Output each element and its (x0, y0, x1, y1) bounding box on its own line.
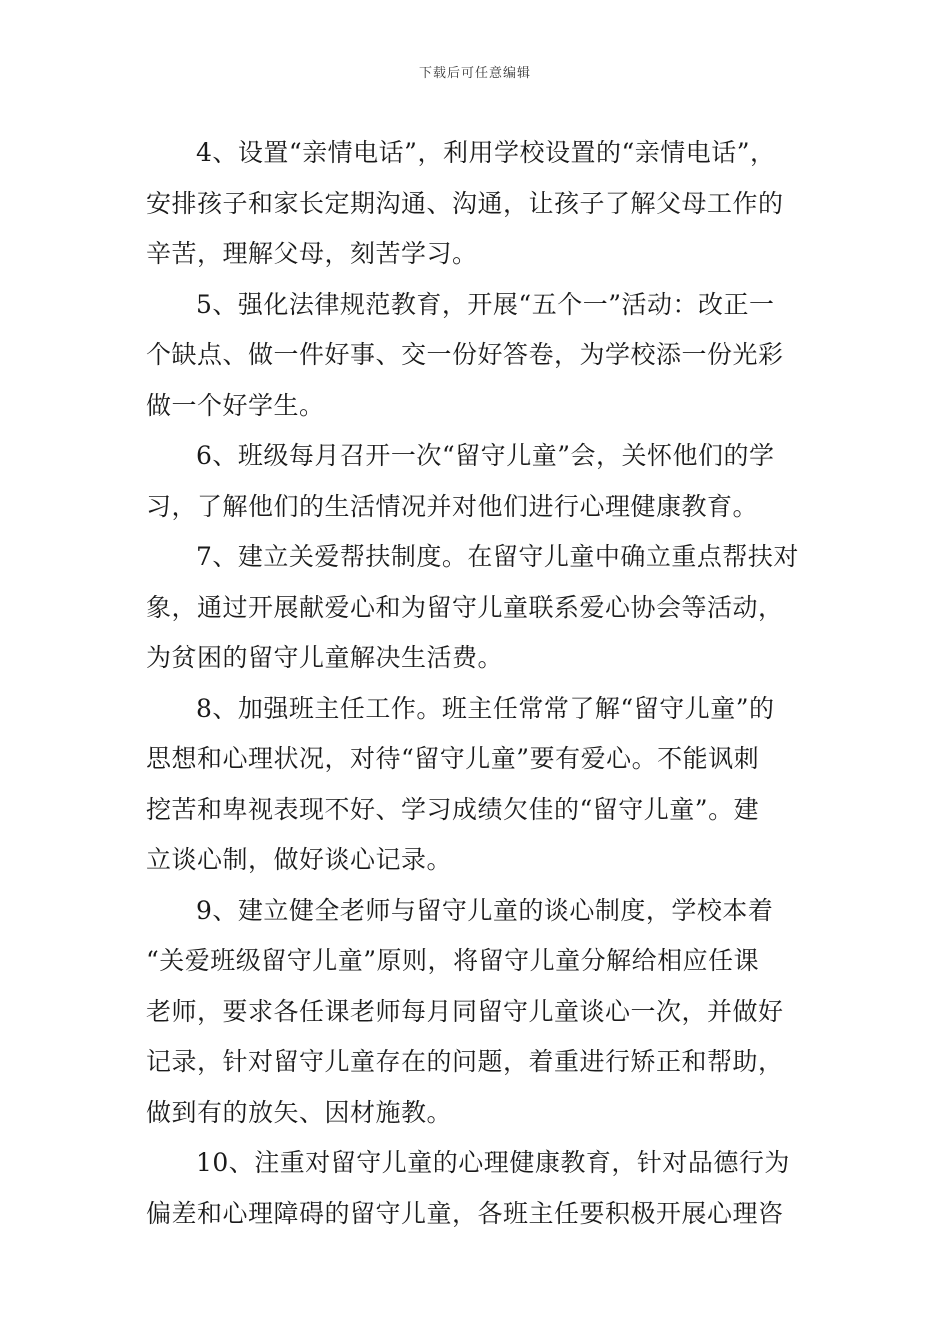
paragraph-line: 立谈心制，做好谈心记录。 (146, 845, 453, 874)
paragraph-line: 老师，要求各任课老师每月同留守儿童谈心一次，并做好 (146, 996, 784, 1026)
paragraph-5 (146, 280, 808, 432)
paragraph-6 (146, 431, 808, 532)
paragraph-line: 做一个好学生。 (146, 390, 325, 420)
paragraph-line: 安排孩子和家长定期沟通、沟通，让孩子了解父母工作的 (146, 188, 784, 218)
paragraph-line: 辛苦，理解父母，刻苦学习。 (146, 239, 478, 268)
paragraph-line: 5、强化法律规范教育，开展“五个一”活动：改正一 (196, 289, 775, 319)
paragraph-line: 4、设置“亲情电话”，利用学校设置的“亲情电话”， (196, 138, 776, 167)
paragraph-8 (146, 684, 808, 886)
paragraph-line: 思想和心理状况，对待“留守儿童”要有爱心。不能讽刺 (146, 744, 760, 773)
paragraph-line: 象，通过开展献爱心和为留守儿童联系爱心协会等活动， (146, 592, 784, 622)
document-body (146, 128, 808, 1239)
paragraph-9 (146, 886, 808, 1139)
paragraph-line: 7、建立关爱帮扶制度。在留守儿童中确立重点帮扶对 (196, 542, 799, 571)
paragraph-line: 记录，针对留守儿童存在的问题，着重进行矫正和帮助， (146, 1047, 784, 1076)
paragraph-line: 为贫困的留守儿童解决生活费。 (146, 643, 504, 672)
paragraph-line: “关爱班级留守儿童”原则，将留守儿童分解给相应任课 (146, 946, 760, 975)
paragraph-7 (146, 532, 808, 684)
paragraph-line: 8、加强班主任工作。班主任常常了解“留守儿童”的 (196, 693, 775, 723)
paragraph-line: 偏差和心理障碍的留守儿童，各班主任要积极开展心理咨 (146, 1198, 784, 1228)
paragraph-line: 挖苦和卑视表现不好、学习成绩欠佳的“留守儿童”。建 (146, 794, 760, 824)
page-header: 下载后可任意编辑 (418, 66, 531, 81)
paragraph-10 (146, 1138, 808, 1239)
paragraph-4 (146, 128, 808, 280)
paragraph-line: 个缺点、做一件好事、交一份好答卷，为学校添一份光彩 (146, 340, 784, 369)
paragraph-line: 9、建立健全老师与留守儿童的谈心制度，学校本着 (196, 895, 774, 925)
paragraph-line: 10、注重对留守儿童的心理健康教育，针对品德行为 (196, 1148, 790, 1177)
paragraph-line: 习，了解他们的生活情况并对他们进行心理健康教育。 (146, 491, 759, 521)
paragraph-line: 6、班级每月召开一次“留守儿童”会，关怀他们的学 (196, 441, 775, 470)
paragraph-line: 做到有的放矢、因材施教。 (146, 1097, 453, 1127)
